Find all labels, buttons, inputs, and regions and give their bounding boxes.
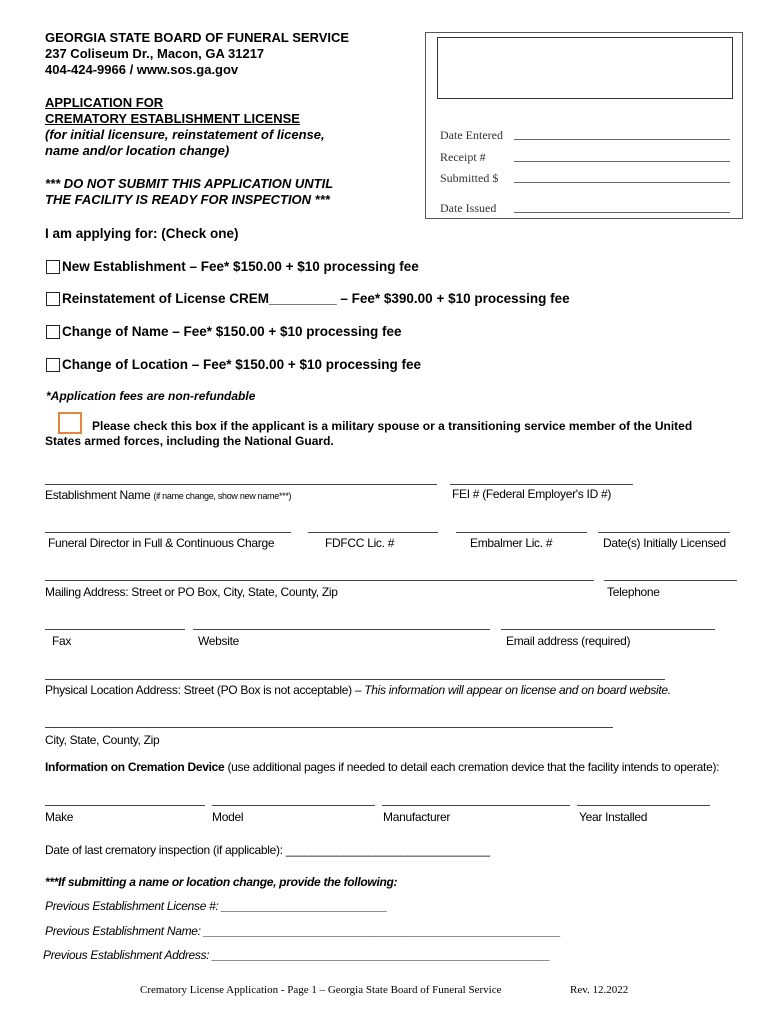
office-stamp-box: [437, 37, 733, 99]
footer-text: Crematory License Application - Page 1 – Georgia State Board of Funeral Service: [140, 984, 502, 996]
establishment-name-note: (if name change, show new name***): [153, 491, 292, 501]
date-entered-label: Date Entered: [440, 128, 503, 142]
year-label: Year Installed: [579, 810, 648, 824]
device-heading: Information on Cremation Device (use additional pages if needed to detail each cremation device that the facility intends to operate):: [45, 760, 720, 774]
military-text-1: Please check this box if the applicant is a military spouse or a transitioning service member of the United: [92, 419, 693, 433]
fei-label: FEI # (Federal Employer's ID #): [452, 487, 612, 501]
make-line[interactable]: [45, 805, 205, 806]
receipt-row: [440, 150, 730, 165]
fdfcc-label: FDFCC Lic. #: [325, 536, 395, 550]
prev-address-field[interactable]: Previous Establishment Address: _____________________________________________________: [43, 948, 551, 962]
new-establishment-checkbox[interactable]: [46, 260, 60, 274]
funeral-director-label: Funeral Director in Full & Continuous Charge: [48, 536, 275, 550]
warning-2: THE FACILITY IS READY FOR INSPECTION ***: [45, 192, 330, 207]
form-title-line1: APPLICATION FOR: [45, 95, 164, 110]
manufacturer-label: Manufacturer: [383, 810, 451, 824]
military-text-2: States armed forces, including the National Guard.: [45, 434, 334, 448]
option-label: New Establishment – Fee* $150.00 + $10 processing fee: [62, 259, 419, 274]
submitted-row: [440, 171, 730, 186]
change-name-checkbox[interactable]: [46, 325, 60, 339]
date-licensed-label: Date(s) Initially Licensed: [603, 536, 726, 550]
date-entered-row: [440, 128, 730, 143]
change-location-checkbox[interactable]: [46, 358, 60, 372]
receipt-label: Receipt #: [440, 150, 486, 164]
change-heading: ***If submitting a name or location change, provide the following:: [45, 875, 398, 889]
funeral-director-line[interactable]: [45, 532, 291, 533]
option-label: Change of Name – Fee* $150.00 + $10 processing fee: [62, 324, 402, 339]
prev-name-field[interactable]: Previous Establishment Name: ________________________________________________________: [45, 924, 561, 938]
model-line[interactable]: [212, 805, 375, 806]
website-line[interactable]: [193, 629, 490, 630]
military-checkbox[interactable]: [58, 412, 82, 434]
warning-1: *** DO NOT SUBMIT THIS APPLICATION UNTIL: [45, 176, 334, 191]
website-label: Website: [198, 634, 240, 648]
agency-name: GEORGIA STATE BOARD OF FUNERAL SERVICE: [45, 30, 350, 45]
option-change-location[interactable]: [46, 357, 421, 372]
prev-license-field[interactable]: Previous Establishment License #: __________________________: [45, 899, 388, 913]
form-title-line2: CREMATORY ESTABLISHMENT LICENSE: [45, 111, 300, 126]
option-label: Change of Location – Fee* $150.00 + $10 processing fee: [62, 357, 422, 372]
option-change-name[interactable]: [46, 324, 402, 339]
telephone-label: Telephone: [607, 585, 660, 599]
option-new-establishment[interactable]: [46, 259, 419, 274]
establishment-name-line[interactable]: [45, 484, 437, 485]
date-licensed-line[interactable]: [598, 532, 730, 533]
applying-heading: I am applying for: (Check one): [45, 226, 239, 241]
establishment-name-label: Establishment Name (if name change, show new name***): [45, 488, 292, 502]
mailing-label: Mailing Address: Street or PO Box, City, State, County, Zip: [45, 585, 338, 599]
reinstatement-checkbox[interactable]: [46, 292, 60, 306]
option-reinstatement[interactable]: [46, 291, 570, 306]
telephone-line[interactable]: [604, 580, 737, 581]
agency-contact: 404-424-9966 / www.sos.ga.gov: [45, 62, 239, 77]
embalmer-label: Embalmer Lic. #: [470, 536, 553, 550]
form-subtitle-1: (for initial licensure, reinstatement of license,: [45, 127, 325, 142]
nonrefundable-note: *Application fees are non-refundable: [46, 389, 256, 403]
make-label: Make: [45, 810, 74, 824]
email-line[interactable]: [501, 629, 715, 630]
agency-address: 237 Coliseum Dr., Macon, GA 31217: [45, 46, 265, 61]
mailing-line[interactable]: [45, 580, 594, 581]
date-issued-label: Date Issued: [440, 201, 497, 215]
physical-address-line[interactable]: [45, 679, 665, 680]
model-label: Model: [212, 810, 244, 824]
fei-line[interactable]: [450, 484, 633, 485]
year-line[interactable]: [577, 805, 710, 806]
option-label: Reinstatement of License CREM_________ – Fee* $390.00 + $10 processing fee: [62, 291, 570, 306]
date-issued-row: [440, 201, 730, 216]
email-label: Email address (required): [506, 634, 631, 648]
manufacturer-line[interactable]: [382, 805, 570, 806]
fax-line[interactable]: [45, 629, 185, 630]
city-line[interactable]: [45, 727, 613, 728]
city-label: City, State, County, Zip: [45, 733, 160, 747]
footer-revision: Rev. 12.2022: [570, 984, 629, 996]
physical-address-label: Physical Location Address: Street (PO Box is not acceptable) – This information will appear on license and on board website.: [45, 683, 671, 697]
fax-label: Fax: [52, 634, 72, 648]
submitted-label: Submitted $: [440, 171, 499, 185]
form-subtitle-2: name and/or location change): [45, 143, 230, 158]
fdfcc-line[interactable]: [308, 532, 438, 533]
embalmer-line[interactable]: [456, 532, 587, 533]
last-inspection-field[interactable]: Date of last crematory inspection (if applicable): ________________________________: [45, 843, 490, 857]
